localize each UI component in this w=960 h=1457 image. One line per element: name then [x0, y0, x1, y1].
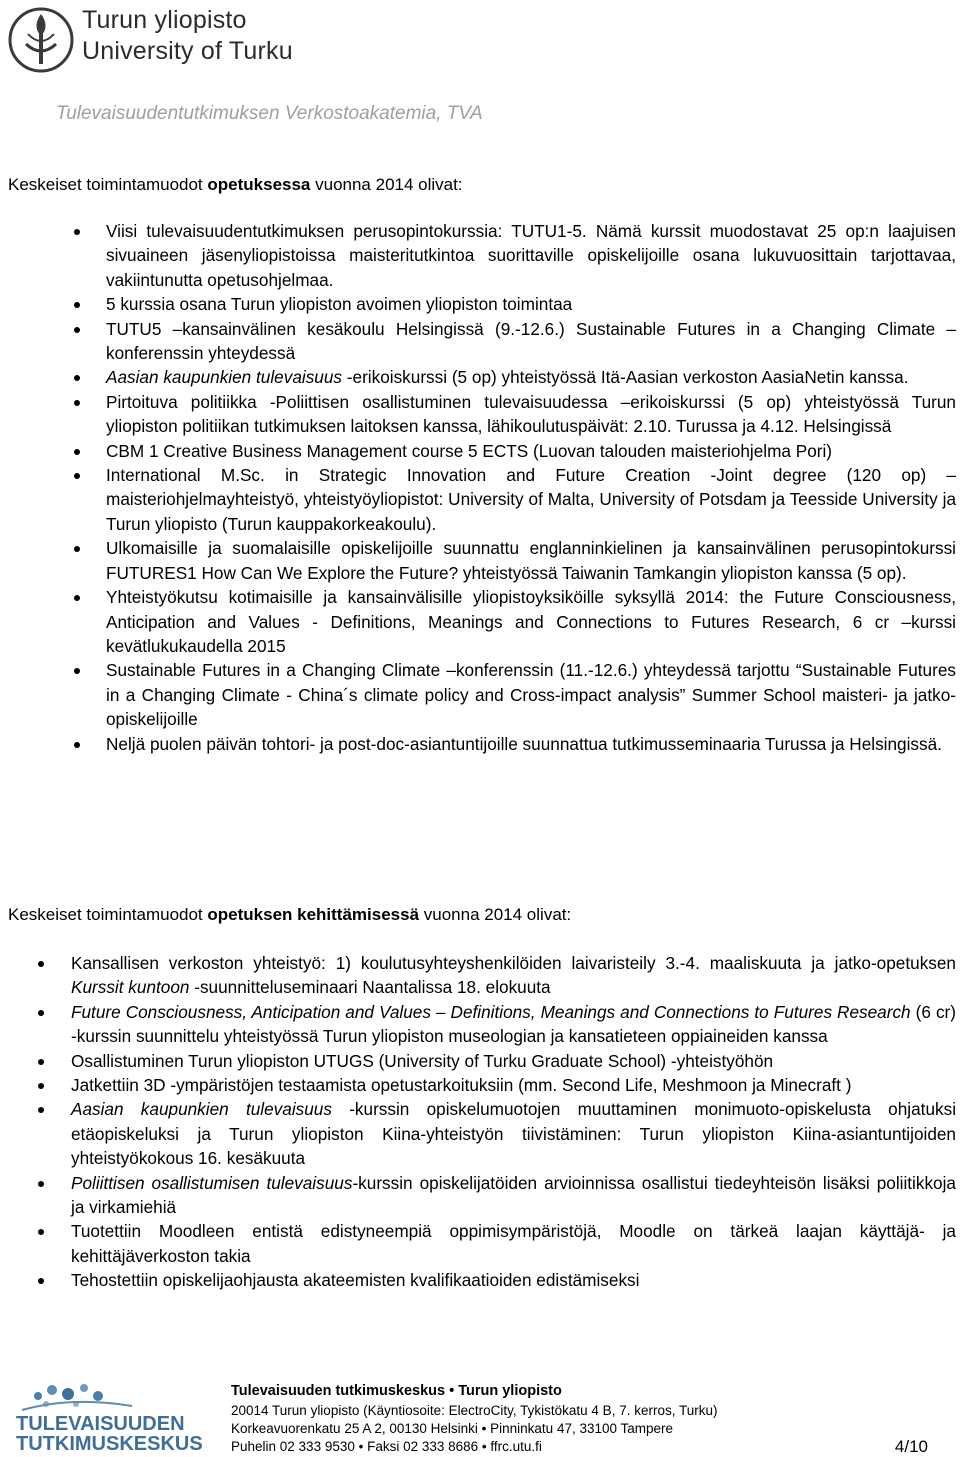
bullet-icon	[74, 449, 80, 455]
bullet-icon	[74, 400, 80, 406]
list-item: Neljä puolen päivän tohtori- ja post-doc-asiantuntijoille suunnattua tutkimusseminaaria Turussa ja Helsingissä.	[106, 732, 956, 756]
list-item: Viisi tulevaisuudentutkimuksen perusopintokurssia: TUTU1-5. Nämä kurssit muodostavat 25 op:n laajuisen sivuaineen jäsenyliopistoissa maisteritutkintoa suorittaville opiskelijoille osana lukuvuosittain tarjottavaa, vakiintunutta opetusohjelmaa.	[106, 219, 956, 292]
bullet-icon	[74, 302, 80, 308]
bullet-icon	[38, 1107, 44, 1113]
teaching-development-list	[71, 951, 956, 1293]
footer-address: 20014 Turun yliopisto (Käyntiosoite: ElectroCity, Tykistökatu 4 B, 7. kerros, Turku)	[231, 1403, 718, 1418]
svg-text:TUTKIMUSKESKUS: TUTKIMUSKESKUS	[16, 1433, 203, 1452]
bullet-icon	[74, 375, 80, 381]
list-item: Pirtoituva politiikka -Poliittisen osallistuminen tulevaisuudessa –erikoiskurssi (5 op) yhteistyössä Turun yliopiston politiikan tutkimuksen laitoksen kanssa, lähikoulutuspäivät: 2.10. Turussa ja 4.12. Helsingissä	[106, 390, 956, 439]
bullet-icon	[74, 546, 80, 552]
university-logo-icon	[8, 4, 74, 76]
bullet-icon	[38, 1010, 44, 1016]
bullet-icon	[38, 1083, 44, 1089]
bullet-icon	[38, 1181, 44, 1187]
bullet-icon	[74, 229, 80, 235]
list-item: Osallistuminen Turun yliopiston UTUGS (University of Turku Graduate School) -yhteistyöhön	[71, 1049, 956, 1073]
teaching-activities-list	[106, 219, 956, 756]
list-item: Ulkomaisille ja suomalaisille opiskelijoille suunnattu englanninkielinen ja kansainvälinen perusopintokurssi FUTURES1 How Can We Explore the Future? yhteistyössä Taiwanin Tamkangin yliopiston kanssa (5 op).	[106, 536, 956, 585]
list-item: Poliittisen osallistumisen tulevaisuus-kurssin opiskelijatöiden arvioinnissa osallistui tiedeyhteisön lisäksi poliitikkoja ja virkamiehiä	[71, 1171, 956, 1220]
list-item: 5 kurssia osana Turun yliopiston avoimen yliopiston toimintaa	[106, 292, 956, 316]
bullet-icon	[74, 327, 80, 333]
university-name-fi: Turun yliopisto	[82, 6, 247, 34]
list-item: CBM 1 Creative Business Management course 5 ECTS (Luovan talouden maisteriohjelma Pori)	[106, 439, 956, 463]
list-item: Jatkettiin 3D -ympäristöjen testaamista opetustarkoituksiin (mm. Second Life, Meshmoon ja Minecraft )	[71, 1073, 956, 1097]
bullet-icon	[74, 742, 80, 748]
bullet-icon	[38, 1229, 44, 1235]
academy-title: Tulevaisuudentutkimuksen Verkostoakatemia, TVA	[56, 103, 483, 124]
bullet-icon	[38, 961, 44, 967]
footer-title: Tulevaisuuden tutkimuskeskus • Turun yliopisto	[231, 1383, 562, 1399]
list-item: Tehostettiin opiskelijaohjausta akateemisten kvalifikaatioiden edistämiseksi	[71, 1268, 956, 1292]
list-item: TUTU5 –kansainvälinen kesäkoulu Helsingissä (9.-12.6.) Sustainable Futures in a Changing Climate –konferenssin yhteydessä	[106, 317, 956, 366]
list-item: Future Consciousness, Anticipation and Values – Definitions, Meanings and Connections to Futures Research (6 cr) -kurssin suunnittelu yhteistyössä Turun yliopiston museologian ja kansatieteen oppiaineiden kanssa	[71, 1000, 956, 1049]
bullet-icon	[74, 595, 80, 601]
footer-contact: Puhelin 02 333 9530 • Faksi 02 333 8686 • ffrc.utu.fi	[231, 1439, 542, 1454]
university-name-en: University of Turku	[82, 37, 293, 65]
footer-offices: Korkeavuorenkatu 25 A 2, 00130 Helsinki • Pinninkatu 47, 33100 Tampere	[231, 1421, 674, 1436]
list-item: Yhteistyökutsu kotimaisille ja kansainvälisille yliopistoyksiköille syksyllä 2014: the Future Consciousness, Anticipation and Values - Definitions, Meanings and Connections to Futures Research, 6 cr –kurssi kevätlukukaudella 2015	[106, 585, 956, 658]
list-item: Aasian kaupunkien tulevaisuus -kurssin opiskelumuotojen muuttaminen monimuoto-opiskelusta ohjatuksi etäopiskeluksi ja Turun yliopiston Kiina-yhteistyön tiivistäminen: Turun yliopiston Kiina-asiantuntijoiden yhteistyökokous 16. kesäkuuta	[71, 1097, 956, 1170]
bullet-icon	[38, 1059, 44, 1065]
list-item: Kansallisen verkoston yhteistyö: 1) koulutusyhteyshenkilöiden laivaristeily 3.-4. maaliskuuta ja jatko-opetuksen Kurssit kuntoon -suunnitteluseminaari Naantalissa 18. elokuuta	[71, 951, 956, 1000]
section1-heading: Keskeiset toimintamuodot opetuksessa vuonna 2014 olivat:	[8, 175, 463, 194]
list-item: International M.Sc. in Strategic Innovation and Future Creation -Joint degree (120 op) – maisteriohjelmayhteistyö, yhteistyöyliopistot: University of Malta, University of Potsdam ja Teesside University ja Turun yliopisto (Turun kauppakorkeakoulu).	[106, 463, 956, 536]
bullet-icon	[74, 473, 80, 479]
futures-research-centre-logo-icon	[12, 1376, 220, 1452]
bullet-icon	[38, 1278, 44, 1284]
svg-text:TULEVAISUUDEN: TULEVAISUUDEN	[16, 1413, 185, 1435]
list-item: Aasian kaupunkien tulevaisuus -erikoiskurssi (5 op) yhteistyössä Itä-Aasian verkoston AasiaNetin kanssa.	[106, 365, 956, 389]
section2-heading: Keskeiset toimintamuodot opetuksen kehittämisessä vuonna 2014 olivat:	[8, 905, 572, 924]
page-number: 4/10	[894, 1437, 928, 1456]
list-item: Sustainable Futures in a Changing Climate –konferenssin (11.-12.6.) yhteydessä tarjottu “Sustainable Futures in a Changing Climate - China´s climate policy and Cross-impact analysis” Summer School maisteri- ja jatko-opiskelijoille	[106, 658, 956, 731]
bullet-icon	[74, 668, 80, 674]
list-item: Tuotettiin Moodleen entistä edistyneempiä oppimisympäristöjä, Moodle on tärkeä laajan käyttäjä- ja kehittäjäverkoston takia	[71, 1219, 956, 1268]
